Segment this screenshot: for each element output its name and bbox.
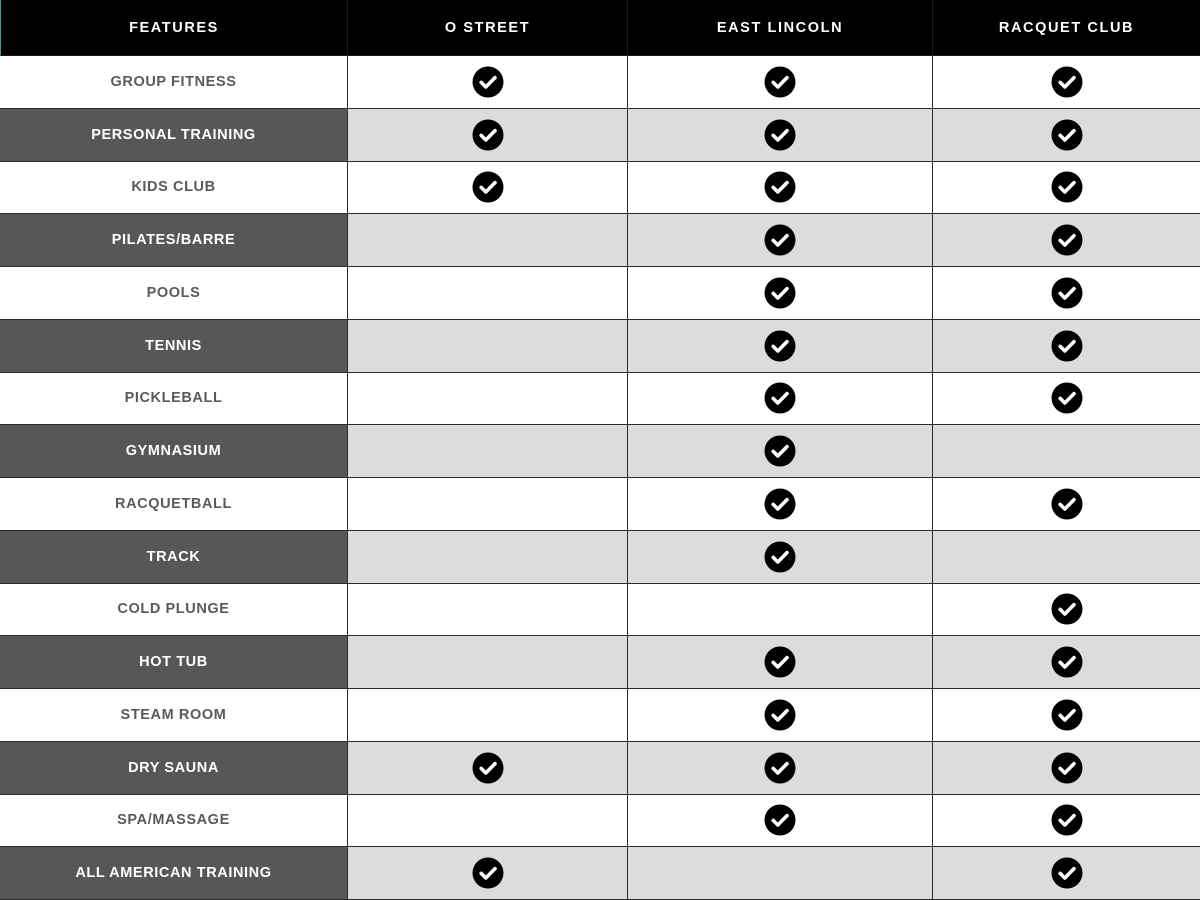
header-features: FEATURES xyxy=(0,0,348,56)
feature-label: SPA/MASSAGE xyxy=(0,795,348,848)
cell-all-american-training-racquet-club xyxy=(933,847,1200,900)
cell-tennis-o-street xyxy=(348,320,628,373)
check-circle-icon xyxy=(764,752,796,784)
cell-kids-club-east-lincoln xyxy=(628,162,933,215)
check-circle-icon xyxy=(1051,593,1083,625)
cell-gymnasium-o-street xyxy=(348,425,628,478)
check-circle-icon xyxy=(472,66,504,98)
check-circle-icon xyxy=(764,541,796,573)
check-circle-icon xyxy=(1051,119,1083,151)
cell-pilates-barre-east-lincoln xyxy=(628,214,933,267)
cell-steam-room-o-street xyxy=(348,689,628,742)
feature-label: DRY SAUNA xyxy=(0,742,348,795)
feature-label: PICKLEBALL xyxy=(0,373,348,426)
feature-label: PERSONAL TRAINING xyxy=(0,109,348,162)
cell-group-fitness-east-lincoln xyxy=(628,56,933,109)
check-circle-icon xyxy=(472,119,504,151)
cell-all-american-training-east-lincoln xyxy=(628,847,933,900)
cell-pilates-barre-o-street xyxy=(348,214,628,267)
cell-pickleball-o-street xyxy=(348,373,628,426)
header-racquet-club: RACQUET CLUB xyxy=(933,0,1200,56)
cell-track-east-lincoln xyxy=(628,531,933,584)
check-circle-icon xyxy=(1051,857,1083,889)
cell-dry-sauna-east-lincoln xyxy=(628,742,933,795)
feature-label: GROUP FITNESS xyxy=(0,56,348,109)
feature-label: ALL AMERICAN TRAINING xyxy=(0,847,348,900)
check-circle-icon xyxy=(764,330,796,362)
feature-label: GYMNASIUM xyxy=(0,425,348,478)
check-circle-icon xyxy=(472,752,504,784)
cell-racquetball-racquet-club xyxy=(933,478,1200,531)
cell-cold-plunge-racquet-club xyxy=(933,584,1200,637)
check-circle-icon xyxy=(764,646,796,678)
check-circle-icon xyxy=(764,277,796,309)
check-circle-icon xyxy=(1051,752,1083,784)
check-circle-icon xyxy=(1051,224,1083,256)
check-circle-icon xyxy=(764,66,796,98)
feature-label: TENNIS xyxy=(0,320,348,373)
feature-label: POOLS xyxy=(0,267,348,320)
cell-hot-tub-o-street xyxy=(348,636,628,689)
cell-hot-tub-east-lincoln xyxy=(628,636,933,689)
cell-spa-massage-racquet-club xyxy=(933,795,1200,848)
cell-racquetball-east-lincoln xyxy=(628,478,933,531)
cell-dry-sauna-o-street xyxy=(348,742,628,795)
header-east-lincoln: EAST LINCOLN xyxy=(628,0,933,56)
check-circle-icon xyxy=(764,488,796,520)
cell-kids-club-racquet-club xyxy=(933,162,1200,215)
feature-label: TRACK xyxy=(0,531,348,584)
cell-pools-racquet-club xyxy=(933,267,1200,320)
cell-cold-plunge-east-lincoln xyxy=(628,584,933,637)
check-circle-icon xyxy=(1051,330,1083,362)
cell-steam-room-racquet-club xyxy=(933,689,1200,742)
cell-dry-sauna-racquet-club xyxy=(933,742,1200,795)
cell-kids-club-o-street xyxy=(348,162,628,215)
cell-racquetball-o-street xyxy=(348,478,628,531)
cell-cold-plunge-o-street xyxy=(348,584,628,637)
cell-pickleball-east-lincoln xyxy=(628,373,933,426)
cell-hot-tub-racquet-club xyxy=(933,636,1200,689)
cell-group-fitness-o-street xyxy=(348,56,628,109)
check-circle-icon xyxy=(764,699,796,731)
cell-all-american-training-o-street xyxy=(348,847,628,900)
check-circle-icon xyxy=(1051,277,1083,309)
cell-pickleball-racquet-club xyxy=(933,373,1200,426)
cell-track-racquet-club xyxy=(933,531,1200,584)
check-circle-icon xyxy=(764,804,796,836)
cell-pools-east-lincoln xyxy=(628,267,933,320)
cell-personal-training-o-street xyxy=(348,109,628,162)
cell-tennis-east-lincoln xyxy=(628,320,933,373)
check-circle-icon xyxy=(1051,382,1083,414)
feature-label: HOT TUB xyxy=(0,636,348,689)
cell-personal-training-racquet-club xyxy=(933,109,1200,162)
cell-personal-training-east-lincoln xyxy=(628,109,933,162)
check-circle-icon xyxy=(764,119,796,151)
check-circle-icon xyxy=(764,224,796,256)
check-circle-icon xyxy=(1051,66,1083,98)
check-circle-icon xyxy=(764,382,796,414)
cell-track-o-street xyxy=(348,531,628,584)
header-o-street: O STREET xyxy=(348,0,628,56)
cell-steam-room-east-lincoln xyxy=(628,689,933,742)
check-circle-icon xyxy=(1051,171,1083,203)
check-circle-icon xyxy=(472,171,504,203)
cell-spa-massage-east-lincoln xyxy=(628,795,933,848)
check-circle-icon xyxy=(764,171,796,203)
cell-pilates-barre-racquet-club xyxy=(933,214,1200,267)
cell-gymnasium-east-lincoln xyxy=(628,425,933,478)
feature-label: COLD PLUNGE xyxy=(0,584,348,637)
cell-group-fitness-racquet-club xyxy=(933,56,1200,109)
cell-tennis-racquet-club xyxy=(933,320,1200,373)
feature-label: RACQUETBALL xyxy=(0,478,348,531)
check-circle-icon xyxy=(1051,699,1083,731)
check-circle-icon xyxy=(764,435,796,467)
check-circle-icon xyxy=(1051,646,1083,678)
feature-label: PILATES/BARRE xyxy=(0,214,348,267)
feature-label: KIDS CLUB xyxy=(0,162,348,215)
cell-spa-massage-o-street xyxy=(348,795,628,848)
check-circle-icon xyxy=(1051,804,1083,836)
check-circle-icon xyxy=(1051,488,1083,520)
cell-gymnasium-racquet-club xyxy=(933,425,1200,478)
check-circle-icon xyxy=(472,857,504,889)
cell-pools-o-street xyxy=(348,267,628,320)
feature-label: STEAM ROOM xyxy=(0,689,348,742)
